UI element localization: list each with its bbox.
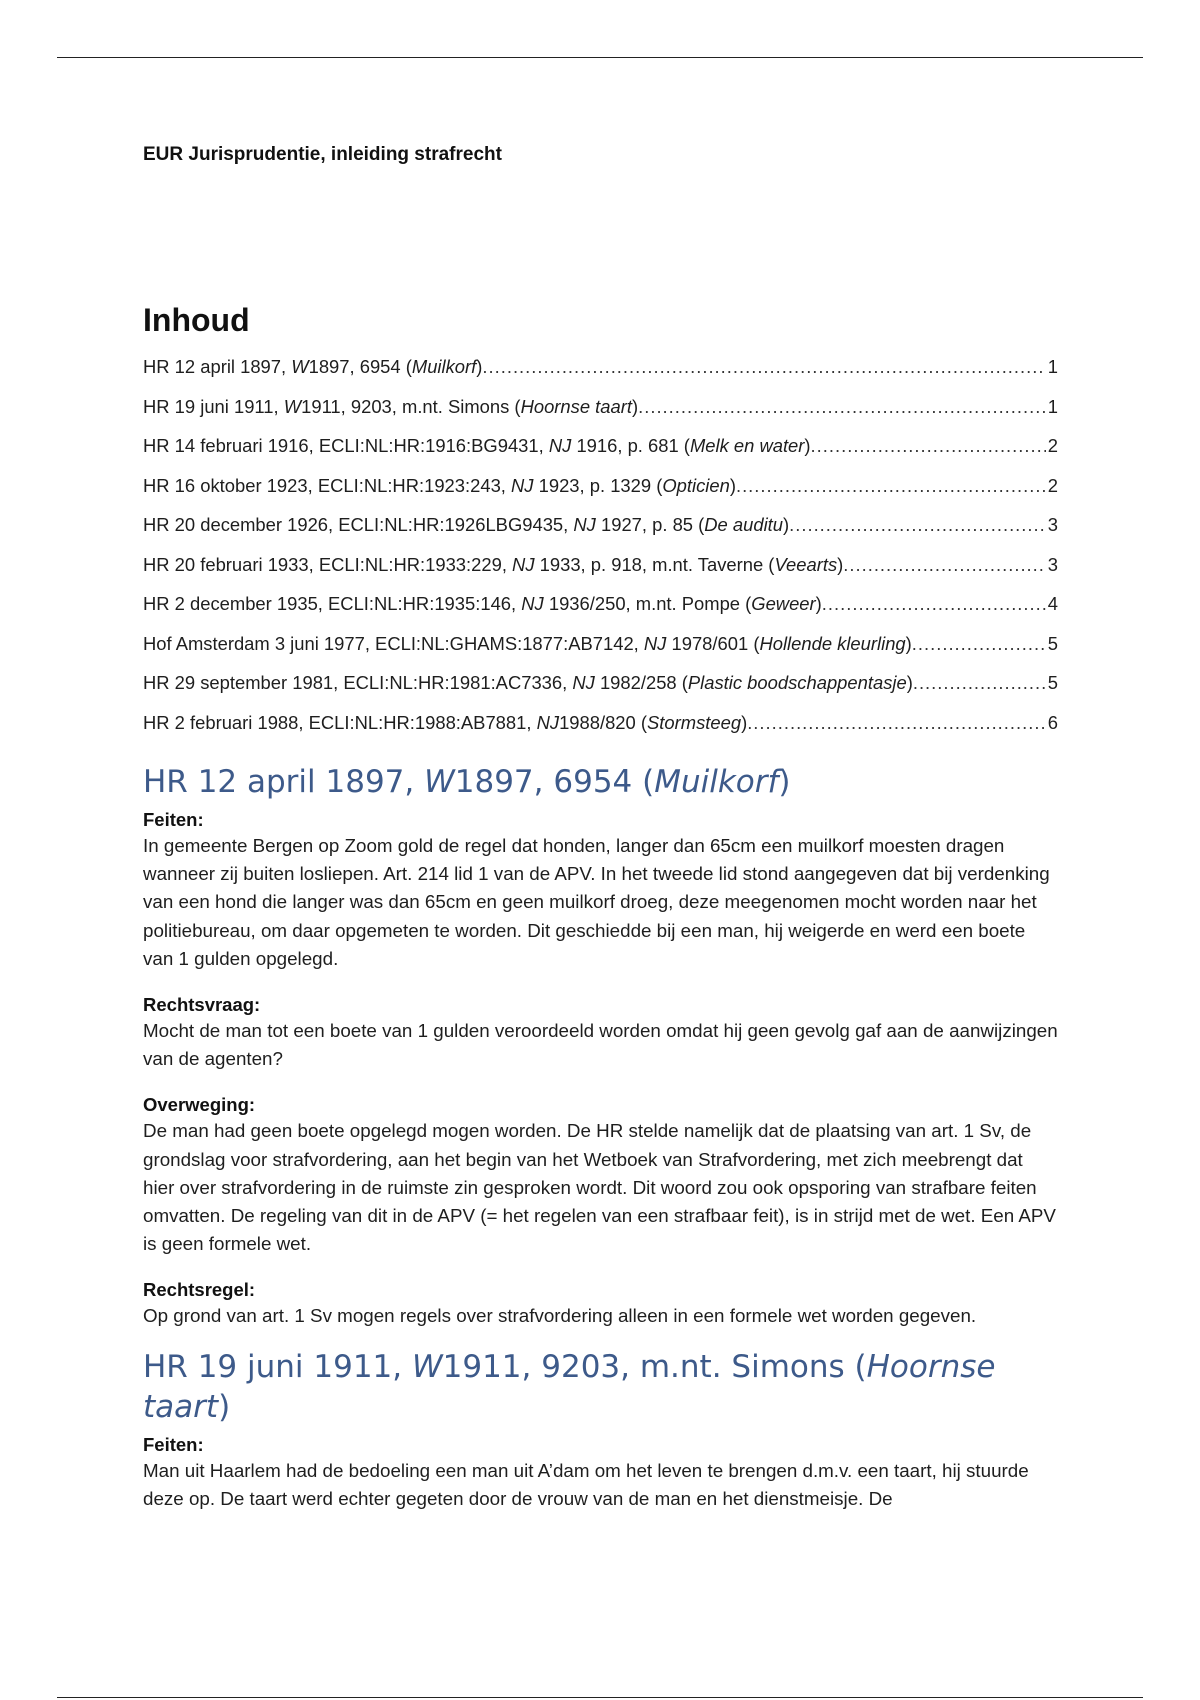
case-muilkorf (143, 762, 1058, 1331)
toc-leader-dots (912, 633, 1046, 655)
toc-entry[interactable] (143, 712, 1058, 752)
toc-page-number: 2 (1047, 474, 1058, 496)
toc-leader-dots (843, 554, 1046, 576)
toc-leader-dots (638, 396, 1046, 418)
toc-page-number: 5 (1047, 672, 1058, 693)
toc-entry[interactable] (143, 633, 1058, 673)
toc-leader-dots (482, 356, 1045, 378)
toc-page-number: 4 (1047, 593, 1058, 614)
toc-entry-text[interactable]: HR 2 december 1935, ECLI:NL:HR:1935:146, NJ 1936/250, m.nt. Pompe (Geweer) (143, 593, 822, 614)
toc-entry-text[interactable]: HR 12 april 1897, W1897, 6954 (Muilkorf) (143, 356, 483, 377)
top-rule (57, 57, 1143, 58)
rechtsvraag-label: Rechtsvraag: (143, 994, 261, 1016)
toc-entry[interactable] (143, 435, 1058, 475)
toc-entry-text[interactable]: HR 20 december 1926, ECLI:NL:HR:1926LBG9435, NJ 1927, p. 85 (De auditu) (143, 514, 790, 535)
document-header: EUR Jurisprudentie, inleiding strafrecht (143, 144, 502, 165)
toc-entry-text[interactable]: HR 20 februari 1933, ECLI:NL:HR:1933:229, NJ 1933, p. 918, m.nt. Taverne (Veearts) (143, 553, 844, 575)
toc-entry-text[interactable]: HR 19 juni 1911, W1911, 9203, m.nt. Simons (Hoornse taart) (143, 395, 639, 417)
toc-entry[interactable] (143, 554, 1058, 594)
toc-page-number: 3 (1047, 514, 1058, 535)
table-of-contents (143, 356, 1058, 751)
toc-entry[interactable] (143, 356, 1058, 396)
toc-page-number: 6 (1047, 711, 1058, 733)
case-hoornse-taart (143, 1347, 1058, 1513)
toc-leader-dots (747, 712, 1046, 734)
toc-entry[interactable] (143, 672, 1058, 712)
toc-entry[interactable] (143, 514, 1058, 554)
rechtsvraag-text: Mocht de man tot een boete van 1 gulden veroordeeld worden omdat hij geen gevolg gaf aan de aanwijzingen van de agenten? (143, 1020, 1058, 1070)
feiten-label: Feiten: (143, 809, 204, 830)
toc-title: Inhoud (143, 302, 250, 338)
toc-entry-text[interactable]: HR 2 februari 1988, ECLI:NL:HR:1988:AB7881, NJ1988/820 (Stormsteeg) (143, 711, 748, 733)
toc-leader-dots (822, 593, 1046, 615)
toc-entry-text[interactable]: HR 16 oktober 1923, ECLI:NL:HR:1923:243, NJ 1923, p. 1329 (Opticien) (143, 474, 736, 496)
toc-page-number: 2 (1047, 435, 1058, 456)
toc-entry[interactable] (143, 396, 1058, 436)
feiten-text: In gemeente Bergen op Zoom gold de regel dat honden, langer dan 65cm een muilkorf moesten dragen wanneer zij buiten losliepen. Art. 214 lid 1 van de APV. In het tweede lid stond aangegeven dat bij verdenking van een hond die langer was dan 65cm en geen muilkorf droeg, deze meegenomen mocht worden naar het politiebureau, om daar opgemeten te worden. Dit geschiedde bij een man, hij weigerde en werd een boete van 1 gulden opgelegd. (143, 835, 1050, 969)
overweging-text: De man had geen boete opgelegd mogen worden. De HR stelde namelijk dat de plaatsing van art. 1 Sv, de grondslag voor strafvordering, aan het begin van het Wetboek van Strafvordering, met zich meebrengt dat hier over strafvordering in de ruimste zin gesproken wordt. Dit woord zou ook opsporing van strafbare feiten omvatten. De regeling van dit in de APV (= het regelen van een strafbaar feit), is in strijd met de wet. Een APV is geen formele wet. (143, 1120, 1056, 1255)
rechtsregel-label: Rechtsregel: (143, 1279, 256, 1301)
toc-entry[interactable] (143, 475, 1058, 515)
toc-leader-dots (736, 475, 1046, 497)
case-title: HR 19 juni 1911, W1911, 9203, m.nt. Simons (Hoornse taart) (143, 1348, 996, 1425)
toc-leader-dots (913, 672, 1046, 694)
case-title: HR 12 april 1897, W1897, 6954 (Muilkorf) (143, 764, 791, 800)
toc-entry-text[interactable]: HR 29 september 1981, ECLI:NL:HR:1981:AC7336, NJ 1982/258 (Plastic boodschappentasje) (143, 672, 913, 693)
toc-entry[interactable] (143, 593, 1058, 633)
document-body (143, 762, 1058, 1533)
feiten-text: Man uit Haarlem had de bedoeling een man uit A’dam om het leven te brengen d.m.v. een taart, hij stuurde deze op. De taart werd echter gegeten door de vrouw van de man en het dienstmeisje. De (143, 1459, 1029, 1509)
toc-page-number: 1 (1047, 395, 1058, 417)
toc-page-number: 3 (1047, 553, 1058, 575)
toc-entry-text[interactable]: HR 14 februari 1916, ECLI:NL:HR:1916:BG9431, NJ 1916, p. 681 (Melk en water) (143, 435, 811, 456)
rechtsregel-text: Op grond van art. 1 Sv mogen regels over strafvordering alleen in een formele wet worden gegeven. (143, 1305, 977, 1327)
toc-leader-dots (789, 514, 1046, 536)
toc-page-number: 1 (1047, 356, 1058, 377)
bottom-rule (57, 1697, 1143, 1698)
toc-leader-dots (811, 435, 1046, 457)
toc-page-number: 5 (1047, 632, 1058, 654)
toc-entry-text[interactable]: Hof Amsterdam 3 juni 1977, ECLI:NL:GHAMS:1877:AB7142, NJ 1978/601 (Hollende kleurling) (143, 632, 912, 654)
overweging-label: Overweging: (143, 1094, 256, 1116)
feiten-label: Feiten: (143, 1433, 204, 1455)
